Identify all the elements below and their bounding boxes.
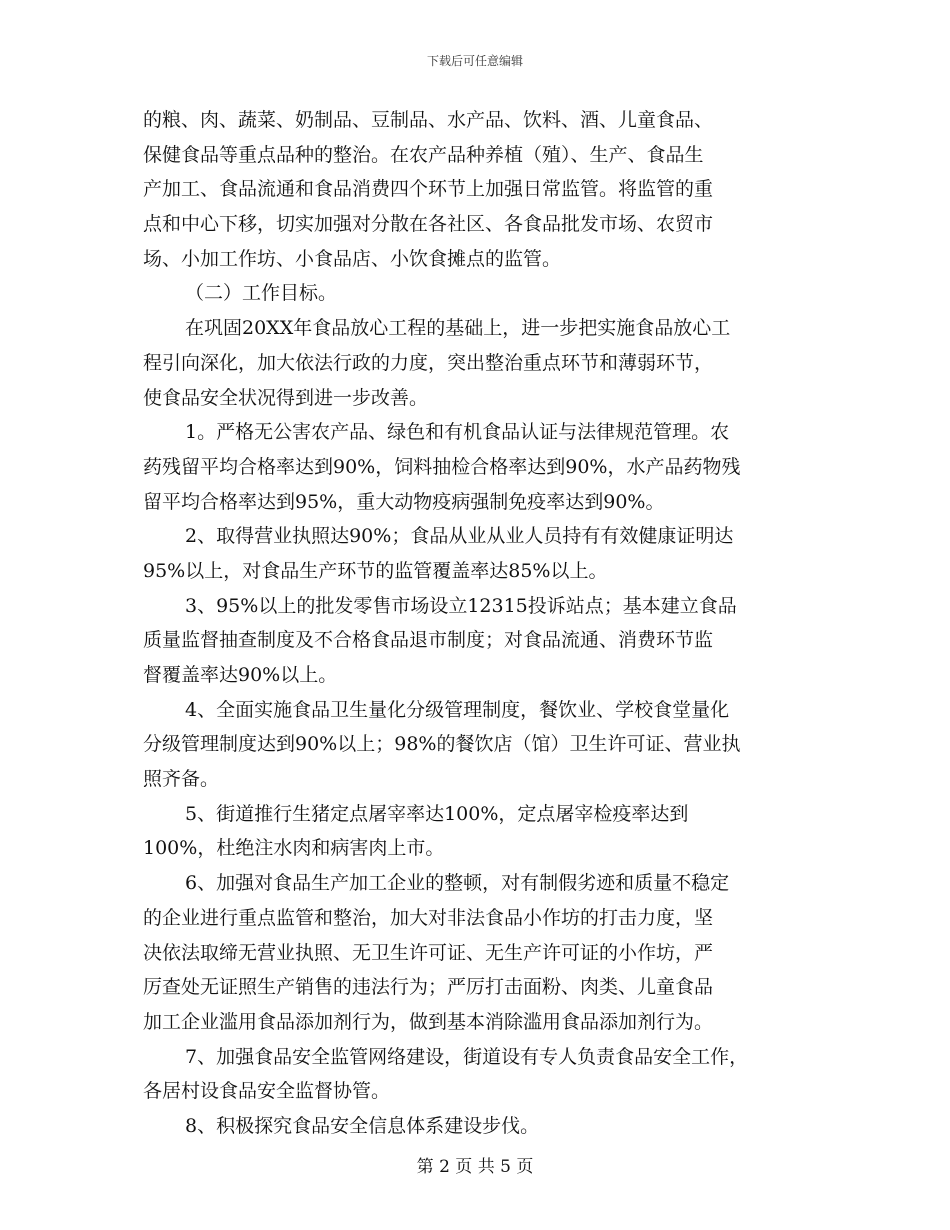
- text-line: 6、加强对食品生产加工企业的整顿，对有制假劣迹和质量不稳定: [185, 872, 730, 895]
- text-line: 场、小加工作坊、小食品店、小饮食摊点的监管。: [143, 247, 562, 270]
- text-line: 95%以上，对食品生产环节的监管覆盖率达85%以上。: [143, 559, 608, 582]
- page-number-footer: 第 2 页 共 5 页: [416, 1157, 534, 1177]
- text-line: 点和中心下移，切实加强对分散在各社区、各食品批发市场、农贸市: [143, 213, 714, 236]
- text-line: 产加工、食品流通和食品消费四个环节上加强日常监管。将监管的重: [143, 178, 714, 201]
- text-line: 在巩固20XX年食品放心工程的基础上，进一步把实施食品放心工: [185, 317, 731, 340]
- text-line: 质量监督抽查制度及不合格食品退市制度；对食品流通、消费环节监: [143, 629, 714, 652]
- text-line: 留平均合格率达到95%，重大动物疫病强制免疫率达到90%。: [143, 490, 665, 513]
- text-line: 4、全面实施食品卫生量化分级管理制度，餐饮业、学校食堂量化: [185, 698, 730, 721]
- text-line: 使食品安全状况得到进一步改善。: [143, 386, 429, 409]
- text-line: 100%，杜绝注水肉和病害肉上市。: [143, 837, 445, 860]
- text-line: 保健食品等重点品种的整治。在农产品种养植（殖）、生产、食品生: [143, 143, 704, 166]
- text-line: 7、加强食品安全监管网络建设，街道设有专人负责食品安全工作，: [185, 1045, 749, 1068]
- text-line: 1。严格无公害农产品、绿色和有机食品认证与法律规范管理。农: [185, 421, 730, 444]
- document-body: [143, 103, 815, 1144]
- text-line: （二）工作目标。: [185, 282, 338, 305]
- text-line: 8、积极探究食品安全信息体系建设步伐。: [185, 1114, 540, 1137]
- text-line: 各居村设食品安全监督协管。: [143, 1080, 391, 1103]
- text-line: 的粮、肉、蔬菜、奶制品、豆制品、水产品、饮料、酒、儿童食品、: [143, 109, 714, 131]
- text-line: 的企业进行重点监管和整治，加大对非法食品小作坊的打击力度，坚: [143, 906, 714, 929]
- text-line: 照齐备。: [143, 768, 220, 791]
- text-line: 药残留平均合格率达到90%，饲料抽检合格率达到90%，水产品药物残: [143, 455, 741, 478]
- header-note: 下载后可任意编辑: [426, 54, 523, 68]
- text-line: 5、街道推行生猪定点屠宰率达100%，定点屠宰检疫率达到: [185, 802, 689, 825]
- text-line: 3、95%以上的批发零售市场设立12315投诉站点；基本建立食品: [185, 594, 737, 617]
- text-line: 决依法取缔无营业执照、无卫生许可证、无生产许可证的小作坊，严: [143, 941, 714, 964]
- text-line: 分级管理制度达到90%以上；98%的餐饮店（馆）卫生许可证、营业执: [143, 733, 741, 756]
- text-line: 程引向深化，加大依法行政的力度，突出整治重点环节和薄弱环节，: [143, 351, 714, 374]
- text-line: 厉查处无证照生产销售的违法行为；严厉打击面粉、肉类、儿童食品: [143, 976, 714, 999]
- text-line: 督覆盖率达90%以上。: [143, 664, 338, 686]
- text-line: 加工企业滥用食品添加剂行为，做到基本消除滥用食品添加剂行为。: [143, 1010, 714, 1033]
- text-line: 2、取得营业执照达90%；食品从业从业人员持有有效健康证明达: [185, 525, 734, 548]
